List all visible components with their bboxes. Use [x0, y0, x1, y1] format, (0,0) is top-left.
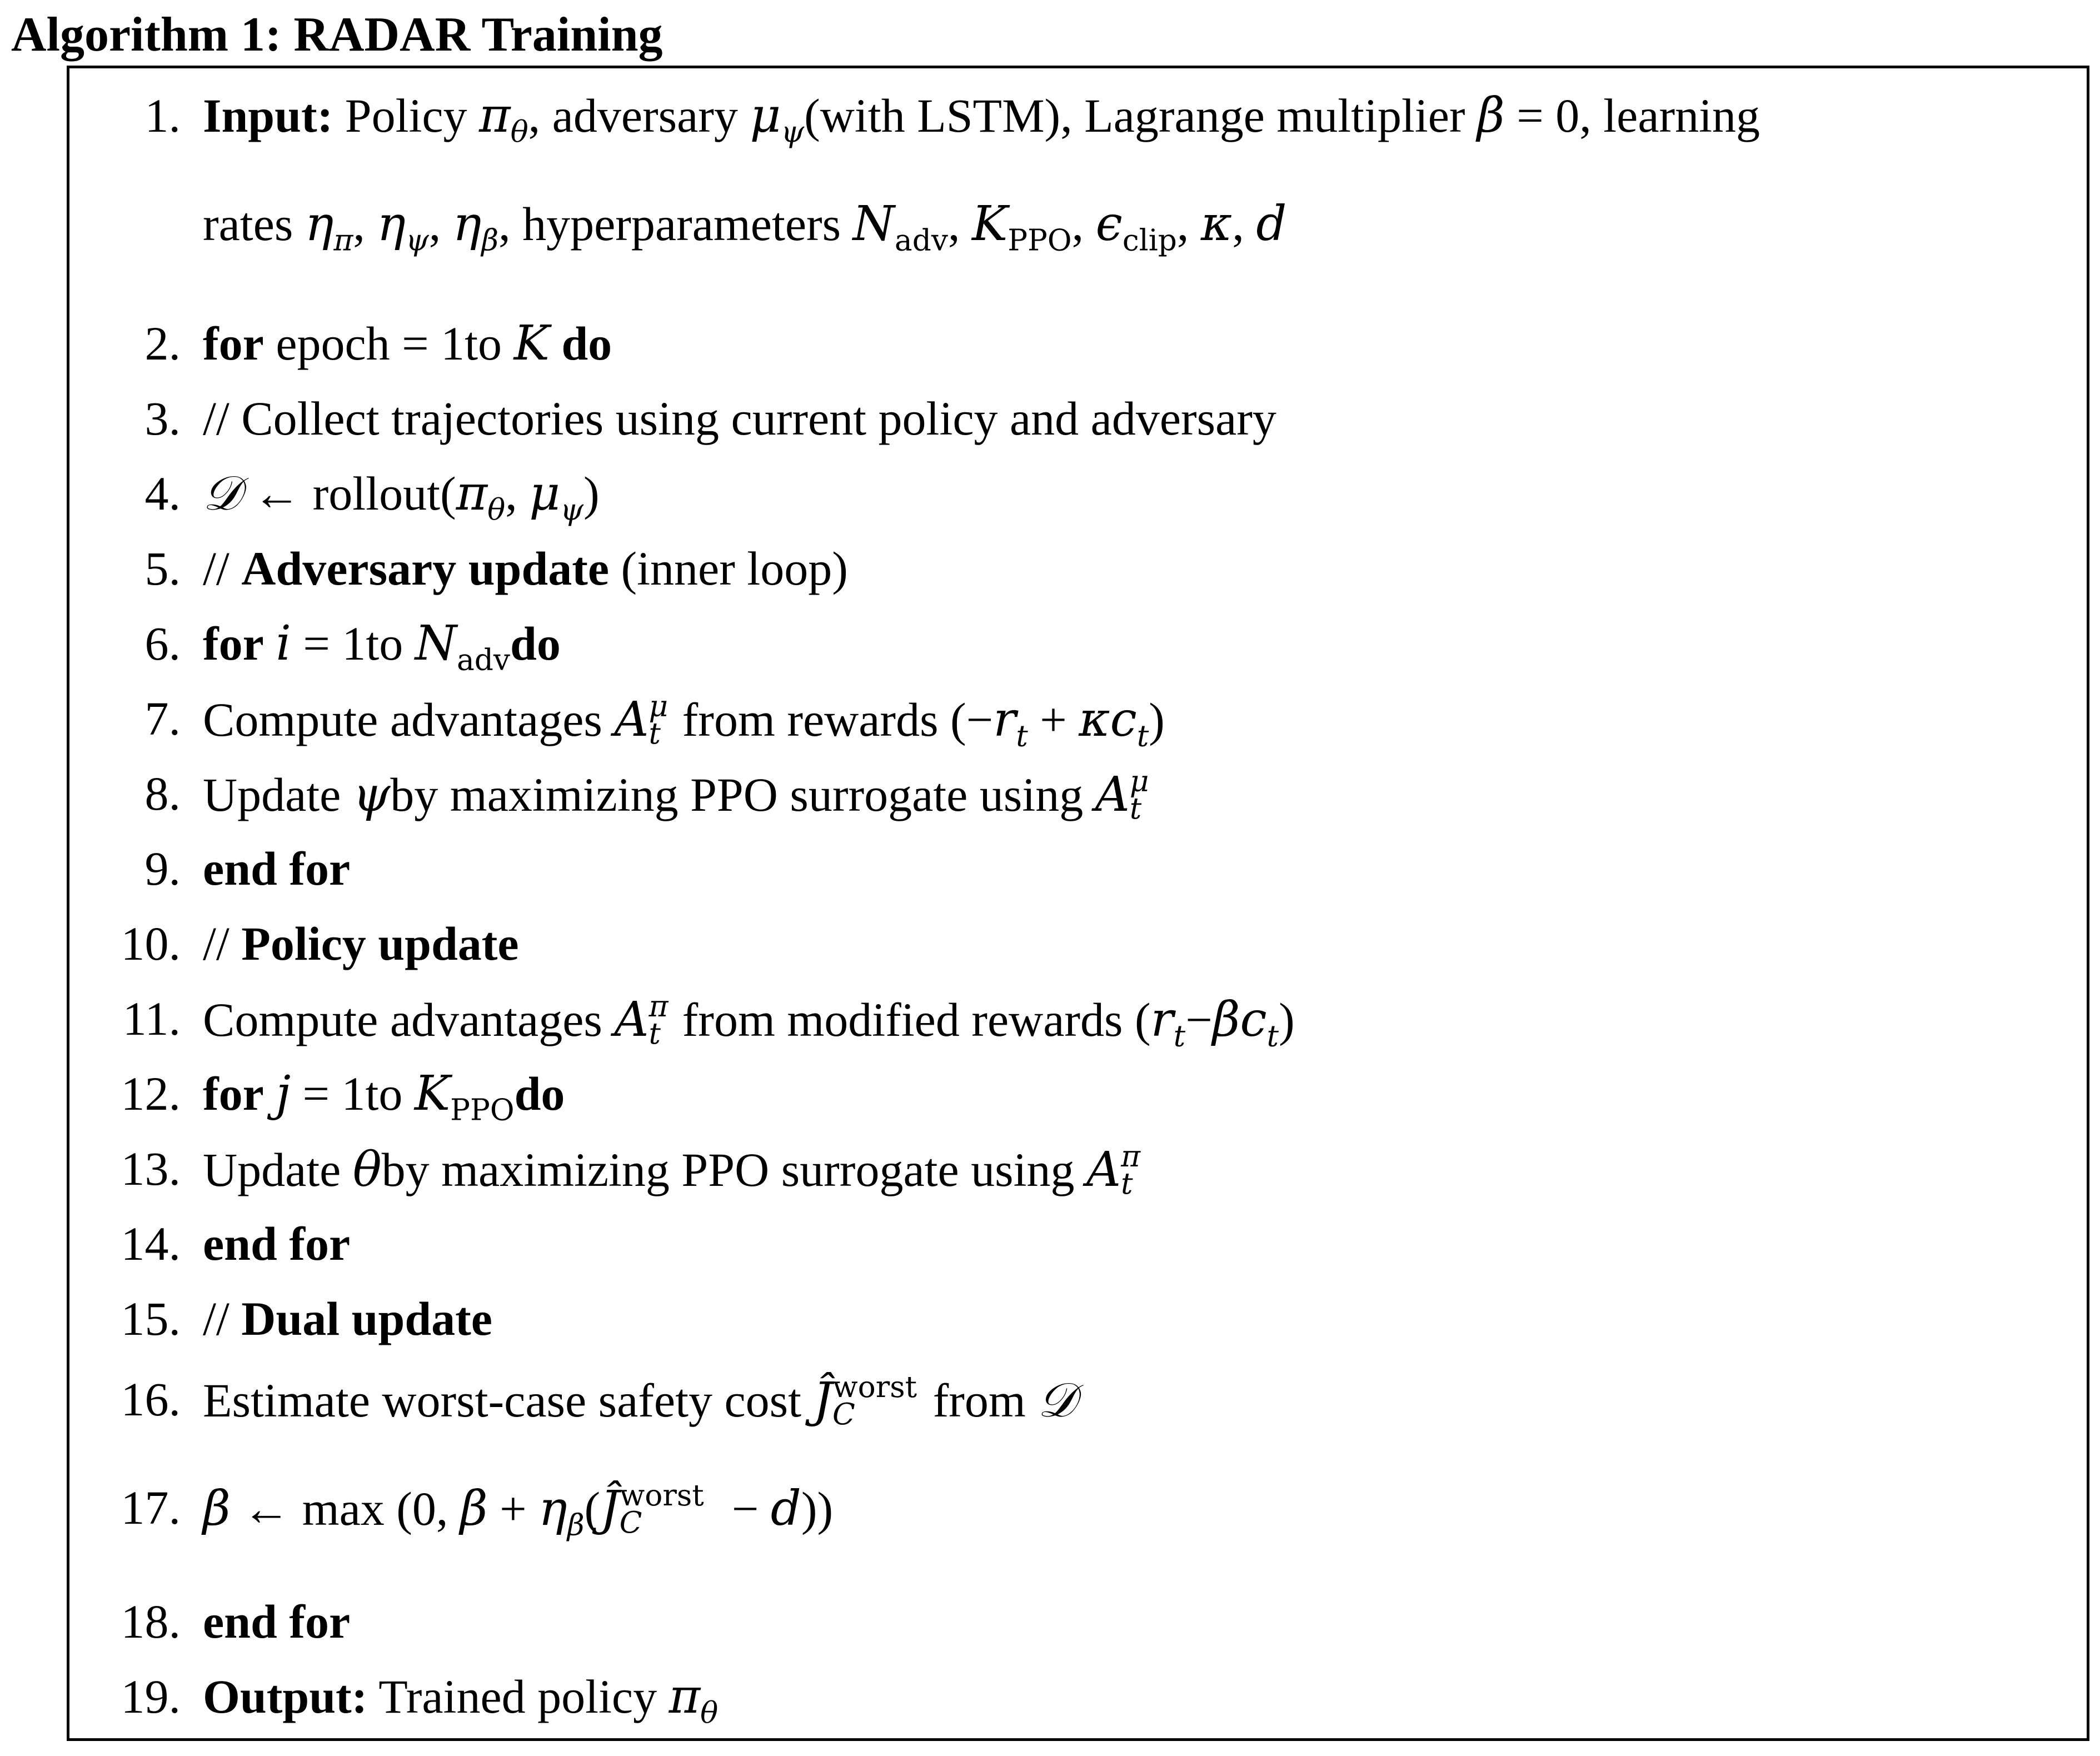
line-content: for i = 1to $N_{adv}do$	[203, 616, 561, 677]
line-number: 16.	[121, 1373, 181, 1426]
line-content: rates $\eta_\pi$, $\eta_\psi$, $\eta_\beta$, hyperparameters $N_{adv}$, $K_{PPO}$, $\epsilon_{clip}$, κ, d	[203, 196, 1287, 258]
algorithm-title: Algorithm 1: RADAR Training	[11, 8, 663, 62]
line-number: 6.	[144, 617, 181, 670]
line-number: 3.	[144, 392, 181, 445]
line-number: 11.	[122, 992, 181, 1045]
line-number: 12.	[121, 1067, 181, 1120]
line-content: for epoch = 1to K do	[203, 316, 612, 371]
line-content: 𝒟 ← $rollout(\pi_\theta$, $\mu_\psi$)	[203, 466, 600, 527]
algorithm-box	[67, 66, 2089, 1741]
line-content: Estimate worst-case safety cost Ĵ worst C from 𝒟	[203, 1369, 1076, 1431]
line-content: // Policy update	[203, 917, 519, 970]
line-number: 9.	[144, 842, 181, 895]
line-number: 19.	[121, 1670, 181, 1723]
line-number: 4.	[144, 467, 181, 520]
line-content: // Collect trajectories using current policy and adversary	[203, 392, 1276, 445]
line-content: Input: Policy $\pi_\theta$, adversary $\mu_\psi(with$ LSTM), Lagrange multiplier β = 0, learning	[203, 88, 1760, 149]
line-number: 18.	[121, 1595, 181, 1648]
line-number: 7.	[144, 692, 181, 745]
line-number: 13.	[121, 1142, 181, 1195]
line-content: Update ψby maximizing PPO surrogate using A μ t	[203, 764, 1149, 826]
line-content: end for	[203, 1595, 351, 1648]
line-number: 2.	[144, 317, 181, 370]
input-keyword: Input:	[203, 89, 333, 142]
line-content: Update θby maximizing PPO surrogate using A π t	[203, 1139, 1141, 1201]
line-content: end for	[203, 1217, 351, 1270]
line-content: Compute advantages A π t from modified rewards $(r_t-\beta c_t)$	[203, 989, 1295, 1054]
line-number: 8.	[144, 767, 181, 820]
line-content: β ← max (0, $\beta + \eta_\beta(Ĵ$ worst C − d))	[203, 1478, 834, 1543]
line-content: for j = 1to $K_{PPO}do$	[203, 1066, 565, 1128]
line-content: // Adversary update (inner loop)	[203, 542, 848, 595]
line-content: Output: Trained policy $\pi_\theta$	[203, 1669, 719, 1730]
line-content: Compute advantages A μ t from rewards $(-r_t + \kappa c_t)$	[203, 689, 1165, 754]
line-content: // Dual update	[203, 1292, 492, 1345]
line-number: 5.	[144, 542, 181, 595]
line-number: 14.	[121, 1217, 181, 1270]
line-number: 15.	[121, 1292, 181, 1345]
line-number: 1.	[144, 89, 181, 142]
output-keyword: Output:	[203, 1670, 368, 1723]
line-number: 10.	[121, 917, 181, 970]
line-content: end for	[203, 842, 351, 895]
line-number: 17.	[121, 1481, 181, 1534]
